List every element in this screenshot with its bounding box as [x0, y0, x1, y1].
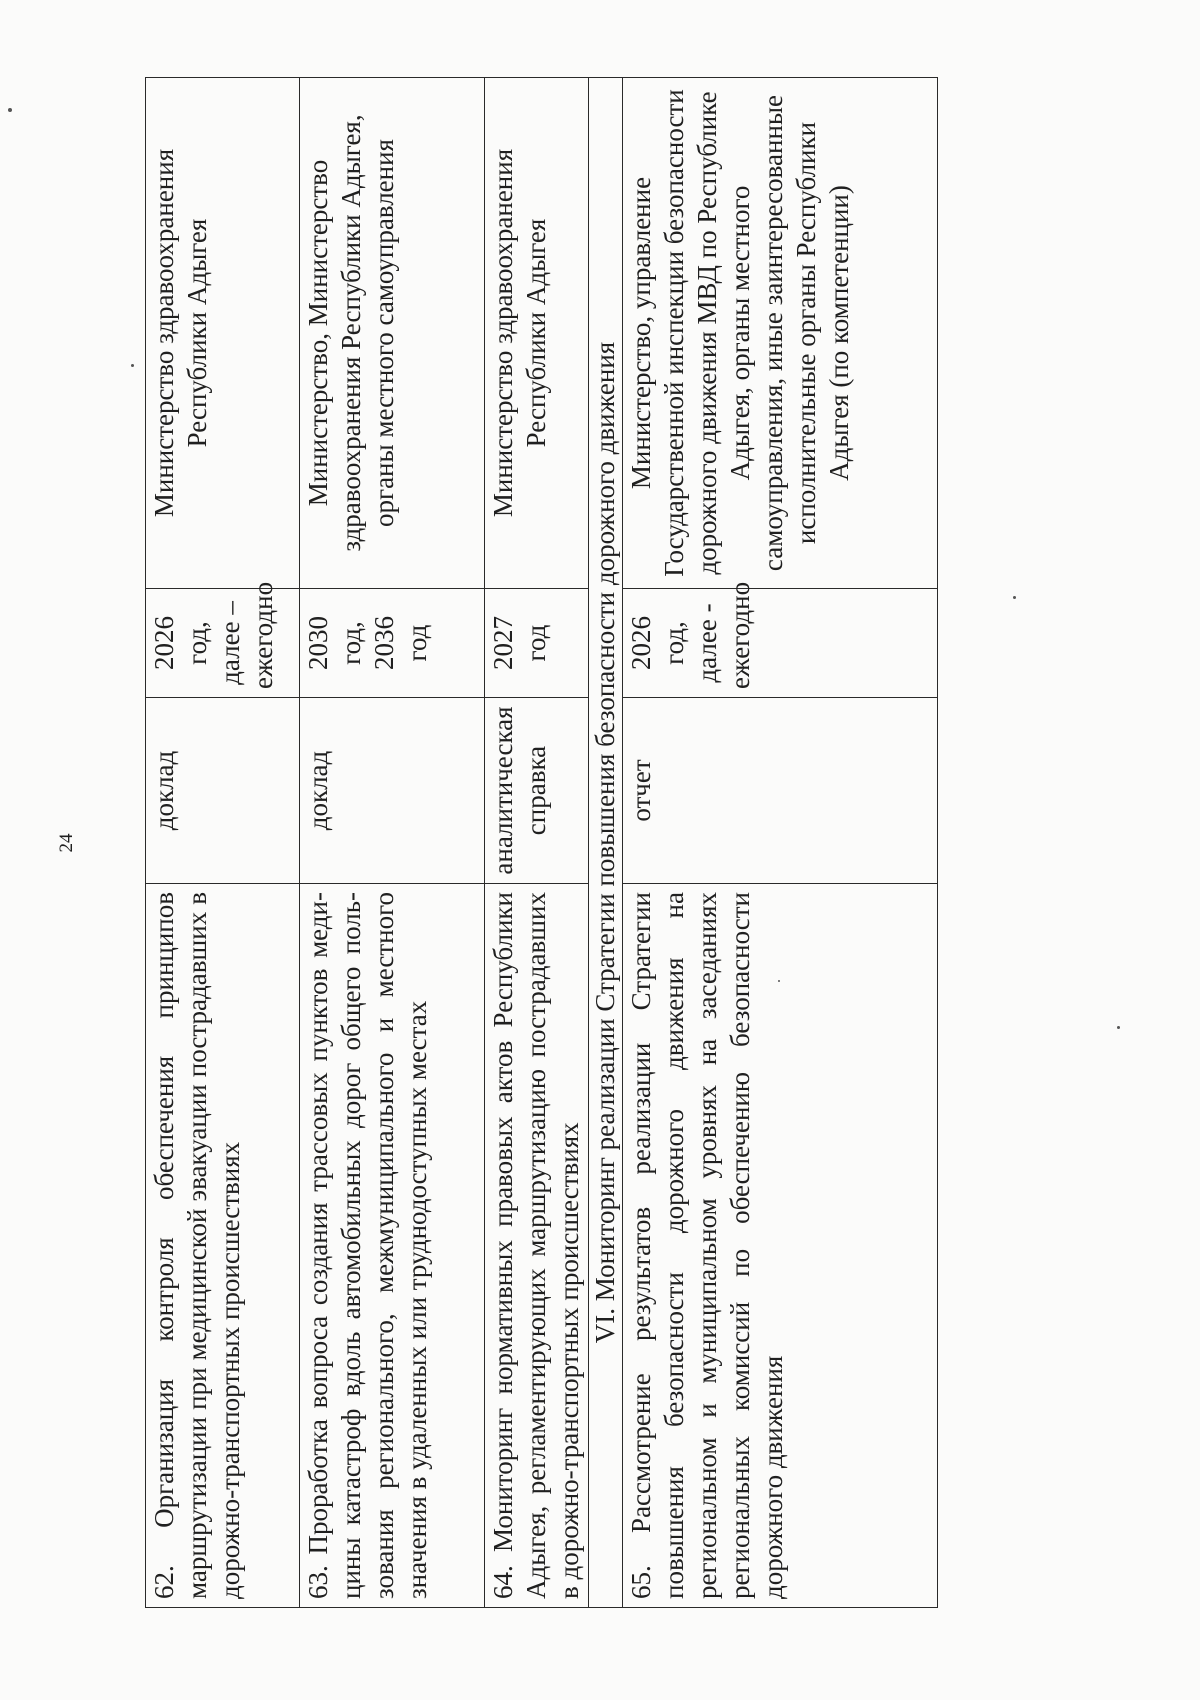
event-cell: 62. Организация контроля обеспечения принципов маршрутизации при медицинской эвакуации пострадавших в дорожно-транспортных происшествиях	[146, 884, 300, 1608]
executor-cell: Министерство здравоохранения Республики Адыгея	[146, 78, 300, 589]
document-cell: доклад	[146, 698, 300, 884]
term-cell: 2026 год, далее – ежегодно	[146, 589, 300, 698]
term-cell: 2030 год, 2036 год	[300, 589, 485, 698]
term-cell: 2026 год, далее - ежегодно	[623, 589, 938, 698]
scan-speck	[131, 364, 134, 367]
table-row	[300, 78, 485, 1608]
scan-speck	[778, 980, 780, 982]
scan-speck	[8, 108, 12, 112]
document-cell: аналитическая справка	[485, 698, 589, 884]
document-cell: доклад	[300, 698, 485, 884]
table-row	[146, 78, 300, 1608]
event-cell: 63. Проработка вопроса создания трассовых пунктов меди-цины катастроф вдоль автомобильных дорог общего поль-зования регионального, межмуниципального и местного значения в удаленных или труднодоступных местах	[300, 884, 485, 1608]
section-header-row	[589, 78, 623, 1608]
event-cell: 64. Мониторинг нормативных правовых актов Республики Адыгея, регламентирующих маршрутизацию пострадавших в дорожно-транспортных происшествиях	[485, 884, 589, 1608]
document-cell: отчет	[623, 698, 938, 884]
scan-speck	[1117, 1026, 1120, 1029]
executor-cell: Министерство здравоохранения Республики Адыгея	[485, 78, 589, 589]
table-row	[623, 78, 938, 1608]
rotated-page-content	[145, 78, 925, 1608]
table-row	[485, 78, 589, 1608]
action-plan-table	[145, 77, 938, 1608]
executor-cell: Министерство, управление Государственной инспекции безопасности дорожного движения МВД по Республике Адыгея, органы местного самоуправления, иные заинтересованные исполнительные органы Республики Адыгея (по компетенции)	[623, 78, 938, 589]
scan-speck	[1013, 596, 1016, 599]
term-cell: 2027 год	[485, 589, 589, 698]
executor-cell: Министерство, Министерство здравоохранения Республики Адыгея, органы местного самоуправления	[300, 78, 485, 589]
page-number: 24	[56, 833, 77, 853]
event-cell: 65. Рассмотрение результатов реализации Стратегии повышения безопасности дорожного движения на региональном и муниципальном уровнях на заседаниях региональных комиссий по обеспечению безопасности дорожного движения	[623, 884, 938, 1608]
section-title: VI. Мониторинг реализации Стратегии повышения безопасности дорожного движения	[589, 78, 623, 1608]
